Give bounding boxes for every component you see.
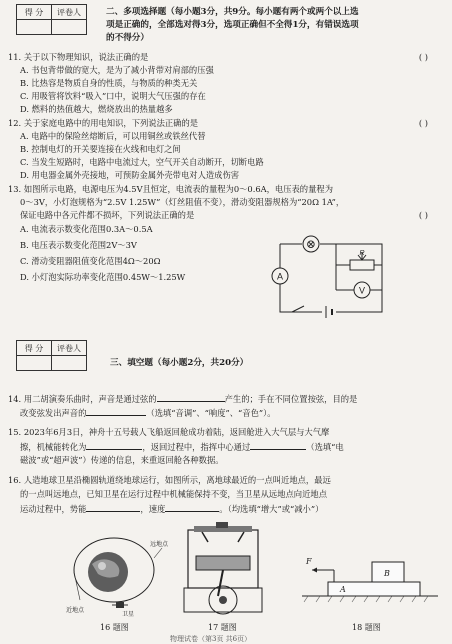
q11-option-c: C. 用吸管将饮料“吸入”口中，说明大气压强的存在 bbox=[20, 91, 206, 101]
q16-line2: 的一点叫远地点，已知卫星在运行过程中机械能保持不变，当卫星从远地点向近地点 bbox=[20, 489, 327, 499]
q13-line2: 0～3V，小灯泡规格为“2.5V 1.25W”（灯丝阻值不变），滑动变阻器规格为“20Ω 1A”， bbox=[20, 197, 345, 207]
section2-title-3: 的不得分） bbox=[106, 33, 149, 43]
q16-line1: 16. 人造地球卫星沿椭圆轨道绕地球运行，如图所示，离地球最近的一点叫近地点，最远 bbox=[8, 475, 331, 485]
q16-blank-1[interactable] bbox=[86, 503, 140, 512]
page-footer: 物理试卷（第3页 共6页） bbox=[170, 635, 252, 643]
q13-option-b: B. 电压表示数变化范围2V～3V bbox=[20, 240, 137, 250]
q11-option-b: B. 比热容是物质自身的性质，与物质的种类无关 bbox=[20, 78, 198, 88]
lamp-symbol: ⊗ bbox=[305, 237, 317, 251]
section2-title-1: 二、多项选择题（每小题3分，共9分。每小题有两个或两个以上选 bbox=[106, 7, 359, 17]
q12-option-c: C. 当发生短路时，电路中电流过大，空气开关自动断开，切断电路 bbox=[20, 157, 264, 167]
q15-line1: 15. 2023年6月3日，神舟十五号载人飞船返回舱成功着陆，返回舱进入大气层与大气摩 bbox=[8, 427, 330, 437]
q14-blank-2[interactable] bbox=[86, 407, 146, 416]
q16-line3: 运动过程中，势能 ，速度 。（均选填“增大”或“减小”） bbox=[20, 504, 324, 514]
score-cell[interactable] bbox=[17, 20, 52, 35]
fig18-block-b-label: B bbox=[384, 569, 390, 578]
score-label: 得 分 bbox=[17, 5, 52, 20]
q12-option-a: A. 电路中的保险丝熔断后，可以用铜丝或铁丝代替 bbox=[20, 131, 206, 141]
q11-answer-paren[interactable]: ( ) bbox=[418, 52, 428, 62]
q12-answer-paren[interactable]: ( ) bbox=[418, 118, 428, 128]
ammeter-label: A bbox=[276, 271, 284, 282]
fig18-block-a-label: A bbox=[340, 585, 346, 594]
q11-option-d: D. 燃料的热值越大，燃烧放出的热量越多 bbox=[20, 104, 173, 114]
q15-line2: 擦，机械能转化为 ，返回过程中，指挥中心通过 （选填“电 bbox=[20, 442, 344, 452]
q12-stem: 12. 关于家庭电路中的用电知识，下列说法正确的是 bbox=[8, 118, 199, 128]
score-table-section2 bbox=[16, 4, 87, 35]
grader-cell[interactable] bbox=[52, 356, 87, 371]
fig16-near-label: 近地点 bbox=[66, 607, 85, 614]
score-table-section3 bbox=[16, 340, 87, 371]
score-cell[interactable] bbox=[17, 356, 52, 371]
q14-line2: 改变弦发出声音的 （选填“音调”、“响度”、“音色”）。 bbox=[20, 408, 276, 418]
fig16-satellite-orbit bbox=[62, 520, 172, 618]
grader-label: 评卷人 bbox=[52, 5, 87, 20]
section3-title: 三、填空题（每小题2分，共20分） bbox=[110, 358, 249, 368]
q12-option-d: D. 用电器金属外壳接地，可预防金属外壳带电对人造成伤害 bbox=[20, 170, 240, 180]
fig18-caption: 18 题图 bbox=[352, 623, 381, 632]
section2-title-2: 项是正确的，全部选对得3分，选项正确但不全得1分，有错误选项 bbox=[106, 20, 359, 30]
q14-blank-1[interactable] bbox=[157, 393, 225, 402]
fig16-sat-label: 卫星 bbox=[122, 611, 135, 618]
satellite-icon bbox=[116, 602, 124, 608]
voltmeter-label: V bbox=[358, 285, 366, 296]
q13-line1: 13. 如图所示电路，电源电压为4.5V且恒定，电流表的量程为0～0.6A，电压表的量程为 bbox=[8, 184, 333, 194]
q13-option-a: A. 电流表示数变化范围0.3A～0.5A bbox=[20, 224, 153, 234]
fig17-engine-diagram bbox=[178, 522, 268, 618]
fig18-blocks-diagram bbox=[300, 548, 440, 608]
q16-blank-2[interactable] bbox=[165, 503, 219, 512]
score-label: 得 分 bbox=[17, 341, 52, 356]
force-arrow-icon bbox=[312, 568, 317, 573]
q12-option-b: B. 控制电灯的开关要连接在火线和电灯之间 bbox=[20, 144, 181, 154]
rheostat-label: R bbox=[359, 250, 365, 257]
fig17-caption: 17 题图 bbox=[208, 623, 237, 632]
q15-blank-1[interactable] bbox=[86, 441, 142, 450]
grader-cell[interactable] bbox=[52, 20, 87, 35]
q15-blank-2[interactable] bbox=[250, 441, 306, 450]
q13-answer-paren[interactable]: ( ) bbox=[418, 210, 428, 220]
grader-label: 评卷人 bbox=[52, 341, 87, 356]
q13-circuit-diagram bbox=[262, 224, 402, 324]
fig16-caption: 16 题图 bbox=[100, 623, 129, 632]
q11-stem: 11. 关于以下物理知识，说法正确的是 bbox=[8, 52, 149, 62]
fig16-far-label: 远地点 bbox=[150, 541, 169, 548]
q13-line3: 保证电路中各元件都不损坏，下列说法正确的是 bbox=[20, 210, 195, 220]
q13-option-c: C. 滑动变阻器阻值变化范围4Ω～20Ω bbox=[20, 256, 161, 266]
q15-line3: 磁波”或“超声波”）传递的信息，来重返回舱各种数据。 bbox=[20, 455, 224, 465]
q11-option-a: A. 书包背带做的宽大，是为了减小背带对肩部的压强 bbox=[20, 65, 214, 75]
fig18-force-label: F bbox=[306, 557, 312, 566]
q14-line1: 14. 用二胡演奏乐曲时，声音是通过弦的 产生的；手在不同位置按弦，目的是 bbox=[8, 394, 358, 404]
q13-option-d: D. 小灯泡实际功率变化范围0.45W～1.25W bbox=[20, 272, 186, 282]
